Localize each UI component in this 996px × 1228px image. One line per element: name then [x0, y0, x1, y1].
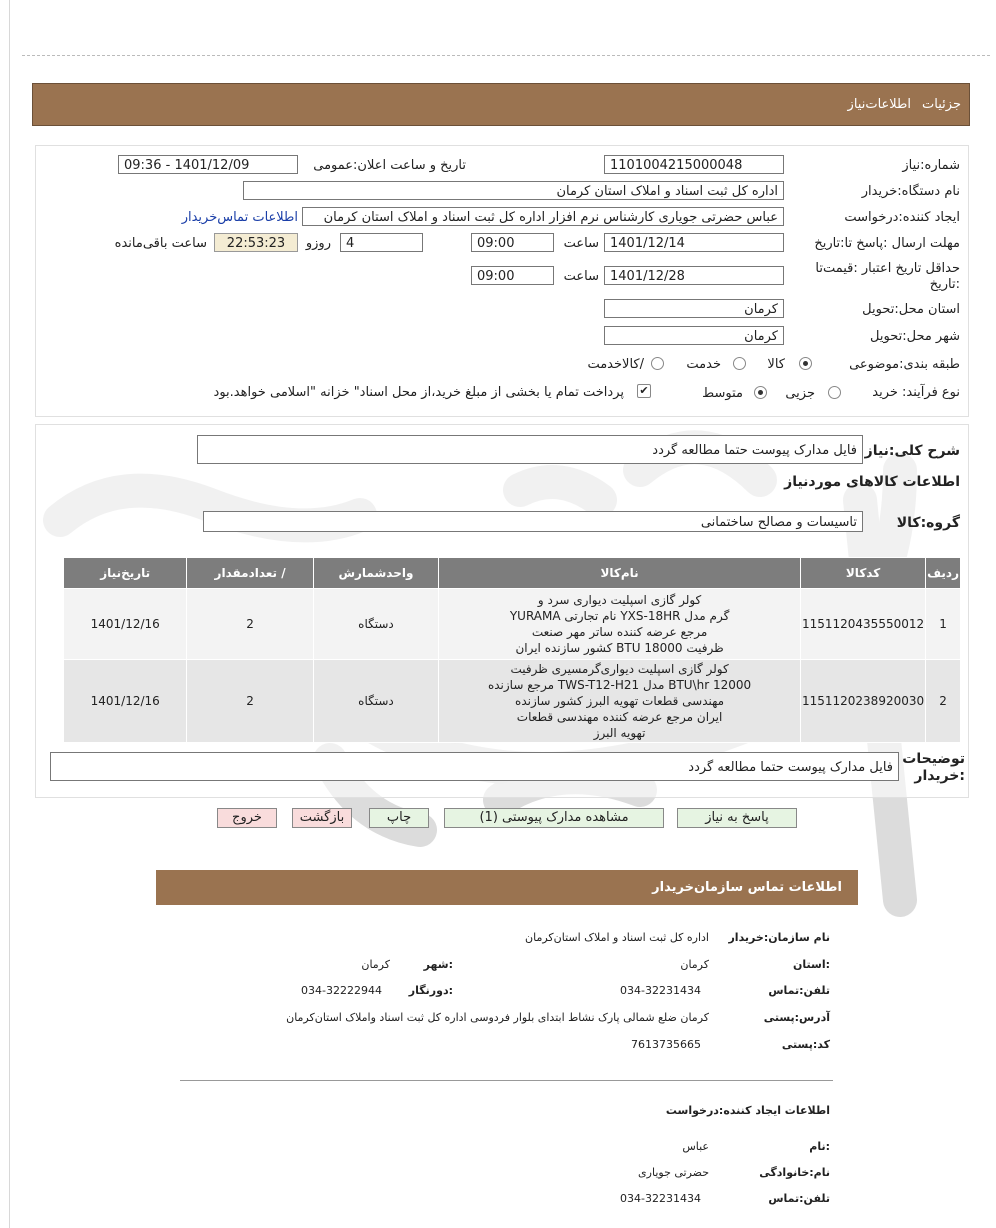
general-desc-label: شرح کلی:نیاز [864, 443, 960, 459]
city-field: کرمان [604, 326, 784, 345]
item-code: 1151120238920030 [800, 660, 925, 743]
requester-name-value: عباس [682, 1140, 709, 1153]
deadline-hour-label: ساعت [563, 236, 599, 251]
org-name-value: اداره کل ثبت اسناد و املاک استان‌کرمان [525, 931, 709, 944]
buyer-org-field: اداره کل ثبت اسناد و املاک استان کرمان [243, 181, 784, 200]
requester-family-label: نام:خانوادگی [759, 1166, 830, 1179]
remaining-label: ساعت باقی‌مانده [114, 236, 207, 251]
org-name-label: نام سازمان:خریدار [728, 931, 830, 944]
contact-address-label: آدرس:پستی [763, 1011, 830, 1024]
col-header-unit: واحدشمارش [313, 558, 438, 589]
tab-details[interactable]: جزئیات [922, 97, 961, 112]
item-date: 1401/12/16 [64, 660, 187, 743]
col-header-row-index: ردیف [926, 558, 961, 589]
contact-city-label: :شهر [423, 958, 453, 971]
process-partial-label: جزیی [785, 386, 815, 401]
category-goods-service-label: /کالاخدمت [587, 357, 644, 372]
buyer-notes-field: فایل مدارک پیوست حتما مطالعه گردد [50, 752, 899, 781]
item-name: کولر گازی اسپلیت دیواری‌گرمسیری ظرفیت 12000 BTU\hr مدل TWS-T12-H21 مرجع سازنده مهندسی قطعات تهویه البرز کشور سازنده ایران مرجع عرضه کننده مهندسی قطعات تهویه البرز [439, 660, 801, 743]
creator-label: ایجاد کننده:درخواست [844, 210, 960, 225]
requester-info-title: اطلاعات ایجاد کننده:درخواست [665, 1104, 830, 1117]
col-header-name: نام‌کالا [439, 558, 801, 589]
general-desc-field: فایل مدارک پیوست حتما مطالعه گردد [197, 435, 863, 464]
need-number-label: شماره:نیاز [902, 158, 960, 173]
buyer-contact-title: اطلاعات تماس سازمان‌خریدار [652, 880, 842, 895]
deadline-date-field: 1401/12/14 [604, 233, 784, 252]
row-index: 1 [926, 589, 961, 660]
item-qty: 2 [187, 660, 313, 743]
validity-label-2: :تاریخ [929, 277, 960, 292]
contact-postal-value: 7613735665 [631, 1038, 701, 1051]
goods-group-field: تاسیسات و مصالح ساختمانی [203, 511, 863, 532]
exit-button[interactable]: خروج [217, 808, 277, 828]
contact-address-value: کرمان ضلع شمالی پارک نشاط ابتدای بلوار فردوسی اداره کل ثبت اسناد واملاک استان‌کرمان [286, 1011, 709, 1024]
top-dashed-divider [22, 55, 990, 56]
item-date: 1401/12/16 [64, 589, 187, 660]
announce-date-label: تاریخ و ساعت اعلان:عمومی [313, 158, 466, 173]
items-table [63, 557, 961, 743]
need-number-field: 1101004215000048 [604, 155, 784, 174]
category-service-label: خدمت [686, 357, 721, 372]
goods-group-label: گروه:کالا [896, 515, 960, 531]
category-label: طبقه بندی:موضوعی [849, 357, 960, 372]
days-label: روزو [305, 236, 331, 251]
city-label: شهر محل:تحویل [870, 329, 960, 344]
validity-label: حداقل تاریخ اعتبار :قیمت‌تا [815, 261, 960, 276]
deadline-time-field: 09:00 [471, 233, 554, 252]
buyer-notes-label: توضیحات [902, 751, 965, 767]
treasury-payment-note: پرداخت تمام یا بخشی از مبلغ خرید،از محل اسناد" خزانه "اسلامی خواهد.بود [213, 385, 624, 400]
category-goods-radio[interactable] [799, 357, 812, 370]
col-header-qty: / تعدادمقدار [187, 558, 313, 589]
reply-button[interactable]: پاسخ به نیاز [677, 808, 797, 828]
page-left-border [9, 0, 10, 1228]
section-divider [180, 1080, 833, 1081]
announce-date-field: 1401/12/09 - 09:36 [118, 155, 298, 174]
process-partial-radio[interactable] [828, 386, 841, 399]
contact-fax-value: 034-32222944 [301, 984, 382, 997]
contact-phone-value: 034-32231434 [620, 984, 701, 997]
row-index: 2 [926, 660, 961, 743]
print-button[interactable]: چاپ [369, 808, 429, 828]
item-code: 1151120435550012 [800, 589, 925, 660]
top-tab-bar [32, 83, 970, 126]
col-header-code: کدکالا [800, 558, 925, 589]
item-name: کولر گازی اسپلیت دیواری سرد و گرم مدل YXS-18HR نام تجارتی YURAMA مرجع عرضه کننده ساتر مهر صنعت ظرفیت 18000 BTU کشور سازنده ایران [439, 589, 801, 660]
contact-phone-label: تلفن:تماس [768, 984, 830, 997]
contact-city-value: کرمان [361, 958, 390, 971]
item-unit: دستگاه [313, 589, 438, 660]
process-medium-radio[interactable] [754, 386, 767, 399]
validity-date-field: 1401/12/28 [604, 266, 784, 285]
requester-phone-label: تلفن:تماس [768, 1192, 830, 1205]
category-goods-service-radio[interactable] [651, 357, 664, 370]
contact-postal-label: کد:پستی [781, 1038, 830, 1051]
buyer-notes-label-2: :خریدار [914, 768, 965, 784]
province-label: استان محل:تحویل [862, 302, 960, 317]
buyer-contact-link[interactable]: اطلاعات تماس‌خریدار [181, 210, 298, 225]
province-field: کرمان [604, 299, 784, 318]
table-row [64, 589, 961, 660]
contact-fax-label: :دورنگار [408, 984, 453, 997]
items-heading: اطلاعات کالاهای موردنیاز [784, 474, 960, 490]
requester-family-value: حضرتی جویاری [638, 1166, 709, 1179]
tab-need-info[interactable]: اطلاعات‌نیاز [847, 97, 911, 112]
validity-time-field: 09:00 [471, 266, 554, 285]
col-header-date: تاریخ‌نیاز [64, 558, 187, 589]
treasury-payment-checkbox[interactable]: ✔ [637, 384, 651, 398]
buyer-contact-header [156, 870, 858, 905]
buyer-org-label: نام دستگاه:خریدار [861, 184, 960, 199]
remaining-time-display: 22:53:23 [214, 233, 298, 252]
category-goods-label: کالا [767, 357, 785, 372]
creator-field: عباس حضرتی جویاری کارشناس نرم افزار اداره کل ثبت اسناد و املاک استان کرمان [302, 207, 784, 226]
deadline-label: مهلت ارسال :پاسخ تا:تاریخ [814, 236, 960, 251]
table-header-row [64, 558, 961, 589]
process-medium-label: متوسط [702, 386, 743, 401]
requester-name-label: :نام [809, 1140, 830, 1153]
category-service-radio[interactable] [733, 357, 746, 370]
contact-province-value: کرمان [680, 958, 709, 971]
requester-phone-value: 034-32231434 [620, 1192, 701, 1205]
back-button[interactable]: بازگشت [292, 808, 352, 828]
item-unit: دستگاه [313, 660, 438, 743]
days-field: 4 [340, 233, 423, 252]
contact-province-label: :استان [793, 958, 830, 971]
validity-hour-label: ساعت [563, 269, 599, 284]
table-row [64, 660, 961, 743]
view-attachments-button[interactable]: مشاهده مدارک پیوستی (1) [444, 808, 664, 828]
item-qty: 2 [187, 589, 313, 660]
process-type-label: نوع فرآیند: خرید [872, 385, 960, 400]
